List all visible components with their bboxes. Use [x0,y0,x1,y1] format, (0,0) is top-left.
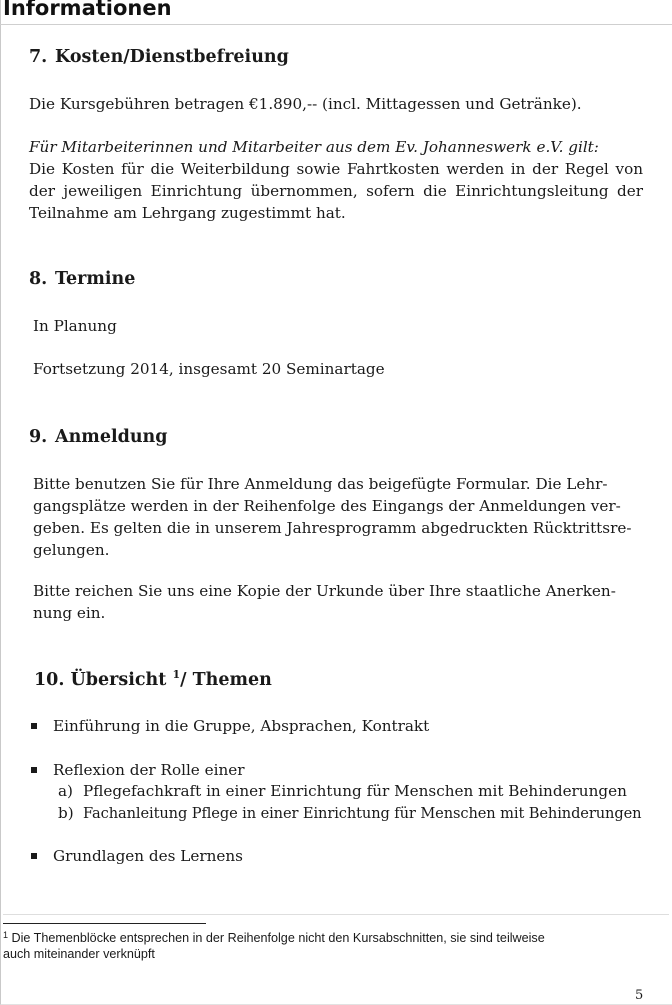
section9-para2-line: nung ein. [33,604,106,622]
section10-bullet: Grundlagen des Lernens [53,847,243,865]
section7-fees: Die Kursgebühren betragen €1.890,-- (incl. Mittagessen und Getränke). [29,95,582,113]
section10-sub-label: a) [58,782,73,800]
footnote-marker: 1 [3,930,9,940]
footnote-line: auch miteinander verknüpft [3,947,155,961]
section10-title-prefix: 10. Übersicht [34,670,167,690]
section7-heading [29,47,289,67]
section8-line: Fortsetzung 2014, insgesamt 20 Seminartage [33,360,385,378]
section9-para1-line: gelungen. [33,541,110,559]
section8-title: Termine [55,269,136,289]
section10-bullet: Reflexion der Rolle einer [53,761,245,779]
bullet-icon [31,853,37,859]
section10-heading [34,670,272,690]
bullet-icon [31,767,37,773]
section10-footnote-ref: 1 [172,668,181,681]
section9-number: 9. [29,427,48,447]
section8-number: 8. [29,269,48,289]
section9-para1-line: Bitte benutzen Sie für Ihre Anmeldung das beigefügte Formular. Die Lehr- [33,475,608,493]
section9-heading [29,427,168,447]
section8-heading [29,269,135,289]
section10-sub-item: Pflegefachkraft in einer Einrichtung für Menschen mit Behinderungen [83,782,627,800]
section9-para2-line: Bitte reichen Sie uns eine Kopie der Urkunde über Ihre staatliche Anerken- [33,582,616,600]
section9-para1-line: geben. Es gelten die in unserem Jahresprogramm abgedruckten Rücktrittsre- [33,519,632,537]
section7-title: Kosten/Dienstbefreiung [55,47,289,67]
section8-line: In Planung [33,317,117,335]
header-rule [0,24,672,25]
section10-sub-label: b) [58,804,74,822]
section7-line: der jeweiligen Einrichtung übernommen, sofern die Einrichtungsleitung der [29,182,643,200]
section7-number: 7. [29,47,48,67]
section10-sub-item: Fachanleitung Pflege in einer Einrichtung für Menschen mit Behinderungen [83,805,642,822]
section7-line: Teilnahme am Lehrgang zugestimmt hat. [29,204,346,222]
header-title: Informationen [3,0,172,20]
section10-bullet: Einführung in die Gruppe, Absprachen, Kontrakt [53,717,430,735]
section9-title: Anmeldung [55,427,168,447]
footnote-text: Die Themenblöcke entsprechen in der Reihenfolge nicht den Kursabschnitten, sie sind teilweise [8,931,545,945]
section7-line: Die Kosten für die Weiterbildung sowie Fahrtkosten werden in der Regel von [29,160,643,178]
section9-para1-line: gangsplätze werden in der Reihenfolge des Eingangs der Anmeldungen ver- [33,497,621,515]
footnote-line [3,930,545,946]
footnote-separator [3,923,206,924]
section10-title-suffix: / Themen [180,670,272,690]
bullet-icon [31,723,37,729]
page-number: 5 [635,988,644,1003]
section7-employees-intro: Für Mitarbeiterinnen und Mitarbeiter aus dem Ev. Johanneswerk e.V. gilt: [29,138,599,156]
footnote-area-rule [3,914,669,915]
